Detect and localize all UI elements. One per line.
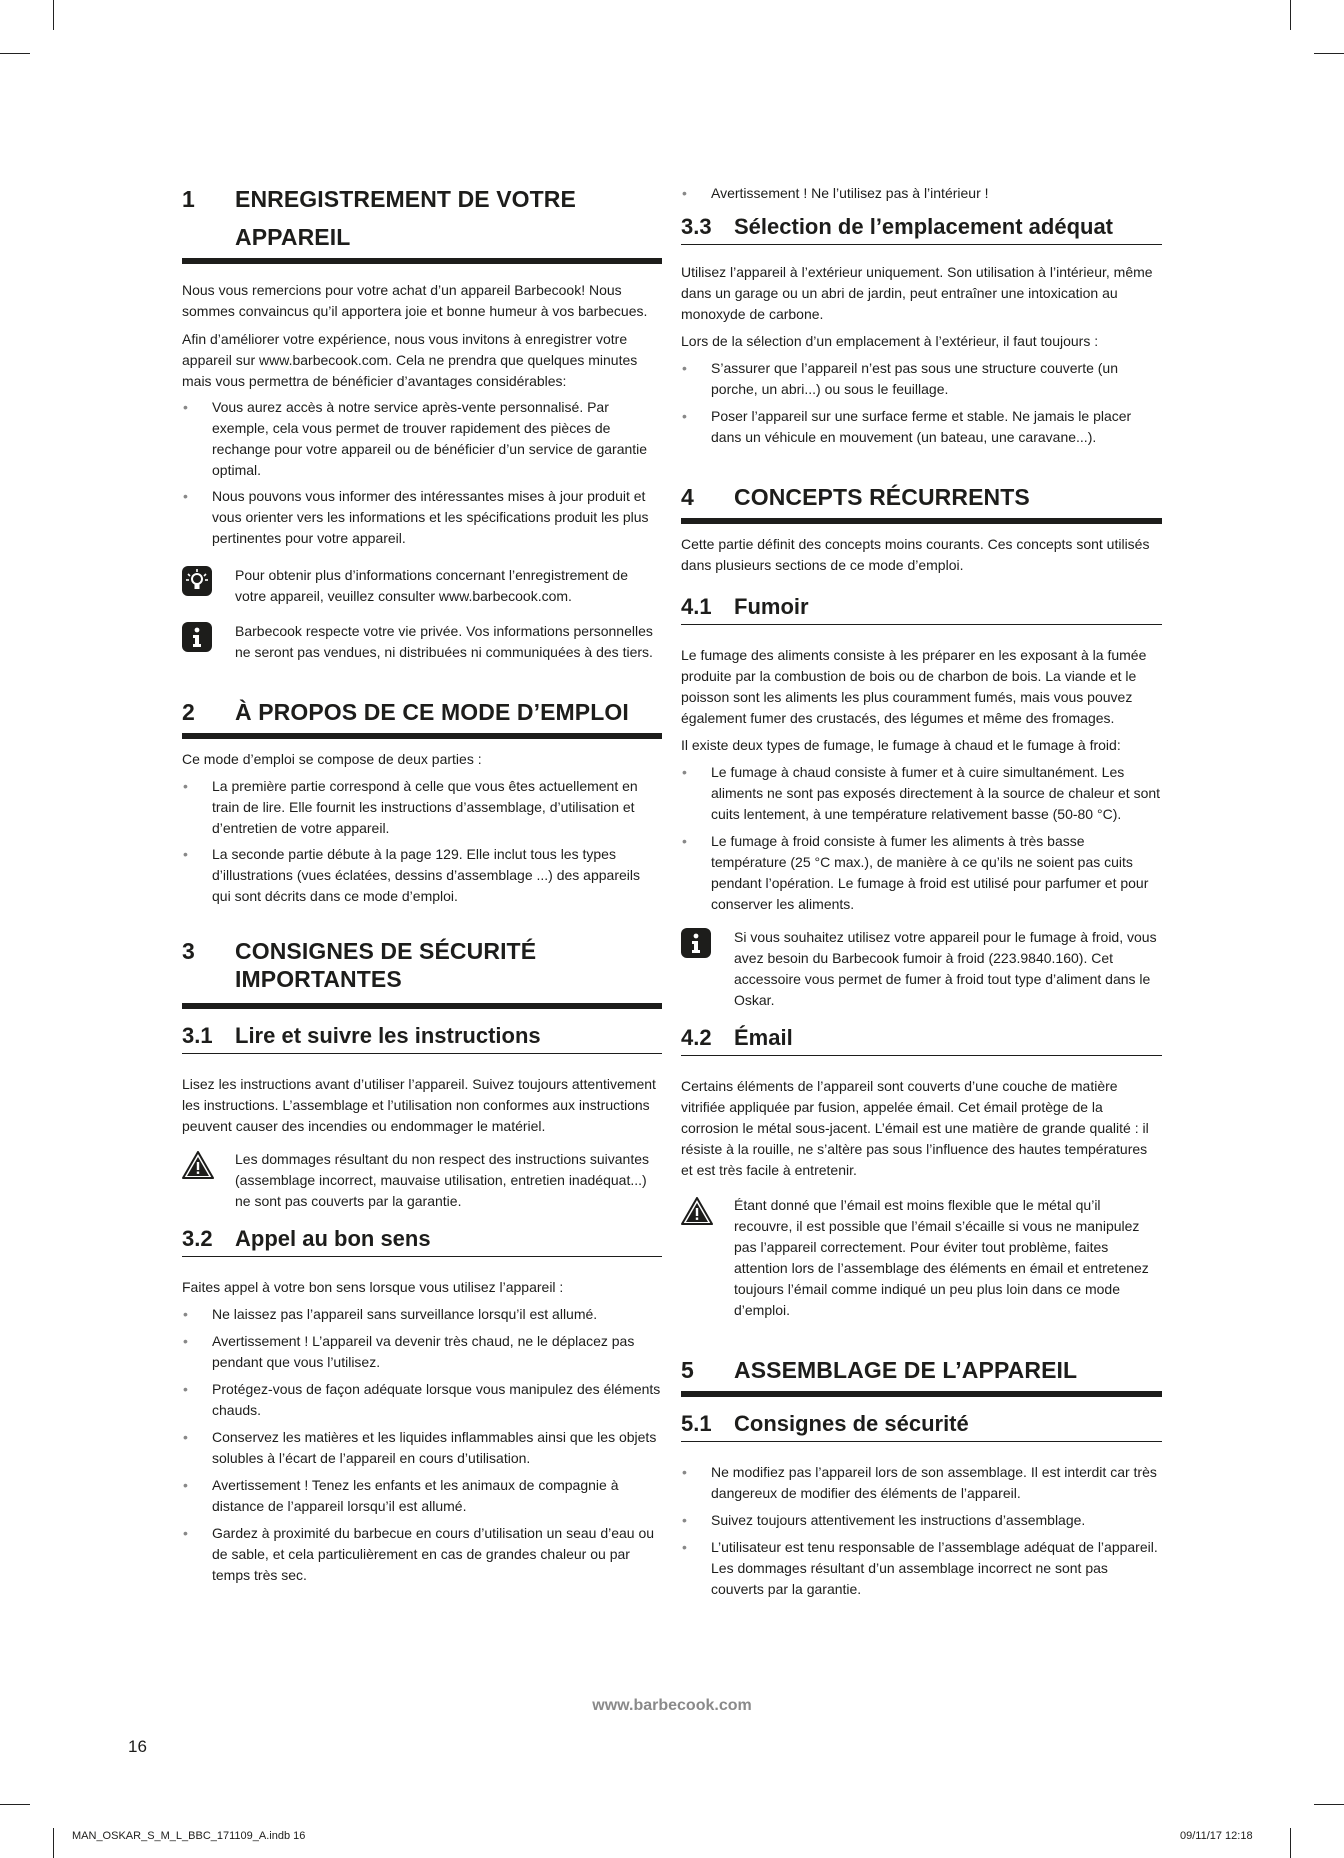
list-item: • Ne modifiez pas l’appareil lors de son assemblage. Il est interdit car très dangereux de modifier des éléments de l’appareil. (682, 1464, 1157, 1501)
paragraph: Cette partie définit des concepts moins courants. Ces concepts sont utilisés dans plusieurs sections de ce mode d’emploi. (681, 536, 1150, 573)
list-item: • La première partie correspond à celle que vous êtes actuellement en train de lire. Elle fournit les instructions d’assemblage, d’utilisation et d’entretien de votre appareil. (183, 778, 638, 836)
heading-rule (182, 1003, 662, 1009)
list-item: • Poser l’appareil sur une surface ferme et stable. Ne jamais le placer dans un véhicule en mouvement (un bateau, une caravane...). (682, 408, 1132, 445)
paragraph: Le fumage des aliments consiste à les préparer en les exposant à la fumée produite par la combustion de bois ou de charbon de bois. La viande et le poisson sont les aliments les plus couramment fumés, mais vous pouvez également fumer des crustacés, des légumes et même des fromages. (681, 647, 1147, 726)
lightbulb-icon (182, 566, 212, 596)
list-item: • Ne laissez pas l’appareil sans surveillance lorsqu’il est allumé. (183, 1306, 598, 1322)
crop-mark (1314, 53, 1344, 54)
section-4-heading: 4 CONCEPTS RÉCURRENTS (681, 484, 1030, 510)
heading-rule (182, 733, 662, 739)
info-icon (182, 622, 212, 652)
list-item: • Le fumage à froid consiste à fumer les aliments à très basse température (25 °C max.), de manière à ce qu’ils ne soient pas cuits pendant l’opération. Le fumage à froid est utilisé pour parfumer et pour conserver les aliments. (682, 833, 1149, 912)
right-column (681, 183, 1162, 1600)
paragraph: Il existe deux types de fumage, le fumage à chaud et le fumage à froid: (681, 737, 1121, 753)
list-item: • L’utilisateur est tenu responsable de l’assemblage adéquat de l’appareil. Les dommages résultant d’un assemblage incorrect ne sont pas couverts par la garantie. (682, 1539, 1158, 1597)
crop-mark (53, 1828, 54, 1858)
section-4-2-heading: 4.2 Émail (681, 1023, 1162, 1056)
list-item: • Conservez les matières et les liquides inflammables ainsi que les objets solubles à l’écart de l’appareil en cours d’utilisation. (183, 1429, 657, 1466)
print-slug-date: 09/11/17 12:18 (1180, 1830, 1253, 1842)
info-note: Si vous souhaitez utilisez votre appareil pour le fumage à froid, vous avez besoin du Barbecook fumoir à froid (223.9840.160). Cet accessoire vous permet de fumer à froid tout type d’aliment dans le Oskar. (681, 927, 1162, 1011)
section-5-heading: 5 ASSEMBLAGE DE L’APPAREIL (681, 1357, 1078, 1383)
warning-note: Étant donné que l’émail est moins flexible que le métal qu’il recouvre, il est possible que l’émail s’écaille si vous ne manipulez pas l’appareil correctement. Pour éviter tout problème, faites attention lors de l’assemblage des éléments en émail et entretenez toujours l’émail comme indiqué un peu plus loin dans ce mode d’emploi. (681, 1195, 1162, 1321)
paragraph: Afin d’améliorer votre expérience, nous vous invitons à enregistrer votre appareil sur www.barbecook.com. Cela ne prendra que quelques minutes mais vous permettra de bénéficier d’avantages considérables: (182, 331, 638, 389)
heading-rule (182, 258, 662, 264)
list-item: • La seconde partie débute à la page 129. Elle inclut tous les types d’illustrations (vues éclatées, dessins d’assemblage ...) des appareils qui sont décrits dans ce mode d’emploi. (183, 846, 640, 904)
crop-mark (0, 1804, 30, 1805)
crop-mark (0, 53, 30, 54)
crop-mark (1290, 1828, 1291, 1858)
section-3-2-heading: 3.2 Appel au bon sens (182, 1224, 662, 1257)
paragraph: Ce mode d’emploi se compose de deux parties : (182, 751, 482, 767)
footer-url: www.barbecook.com (592, 1697, 752, 1714)
paragraph: Faites appel à votre bon sens lorsque vous utilisez l’appareil : (182, 1279, 564, 1295)
section-2-heading: 2 À PROPOS DE CE MODE D’EMPLOI (182, 699, 629, 725)
page-number: 16 (128, 1737, 147, 1756)
section-3-3-heading: 3.3 Sélection de l’emplacement adéquat (681, 212, 1162, 245)
section-1-heading: 1 ENREGISTREMENT DE VOTRE APPAREIL (182, 186, 576, 250)
warning-note: Les dommages résultant du non respect des instructions suivantes (assemblage incorrect, mauvaise utilisation, entretien inadéquat...) ne sont pas couverts par la garantie. (182, 1149, 662, 1212)
list-item: • S’assurer que l’appareil n’est pas sous une structure couverte (un porche, un abri...) ou sous le feuillage. (682, 360, 1118, 397)
tip-note: Pour obtenir plus d’informations concernant l’enregistrement de votre appareil, veuillez consulter www.barbecook.com. (182, 565, 662, 607)
crop-mark (1290, 0, 1291, 30)
left-column (182, 180, 662, 1586)
section-4-1-heading: 4.1 Fumoir (681, 592, 1162, 625)
print-slug-file: MAN_OSKAR_S_M_L_BBC_171109_A.indb 16 (72, 1830, 306, 1842)
crop-mark (53, 0, 54, 30)
list-item: • Le fumage à chaud consiste à fumer et à cuire simultanément. Les aliments ne sont pas exposés directement à la source de chaleur et sont cuits lentement, à une température relativement basse (50-80 °C). (682, 764, 1161, 822)
paragraph: Certains éléments de l’appareil sont couverts d’une couche de matière vitrifiée appliquée par fusion, appelée émail. Cet émail protège de la corrosion le métal sous-jacent. L’émail est une matière de grande qualité : il résiste à la rouille, ne s’altère pas sous l’influence des hautes températures et est très facile à entretenir. (681, 1078, 1149, 1178)
section-3-heading: 3 CONSIGNES DE SÉCURITÉ IMPORTANTES (182, 938, 537, 992)
paragraph: Lisez les instructions avant d’utiliser l’appareil. Suivez toujours attentivement les instructions. L’assemblage et l’utilisation non conformes aux instructions peuvent causer des incendies ou endommager le matériel. (182, 1076, 656, 1134)
section-5-1-heading: 5.1 Consignes de sécurité (681, 1409, 1162, 1442)
paragraph: Lors de la sélection d’un emplacement à l’extérieur, il faut toujours : (681, 333, 1099, 349)
heading-rule (681, 1391, 1162, 1397)
warning-icon (681, 1197, 713, 1231)
section-3-1-heading: 3.1 Lire et suivre les instructions (182, 1021, 662, 1054)
list-item: • Gardez à proximité du barbecue en cours d’utilisation un seau d’eau ou de sable, et cela particulièrement en cas de grandes chaleur ou par temps très sec. (183, 1525, 655, 1583)
paragraph: Utilisez l’appareil à l’extérieur uniquement. Son utilisation à l’intérieur, même dans un garage ou un abri de jardin, peut entraîner une intoxication au monoxyde de carbone. (681, 264, 1153, 322)
info-note: Barbecook respecte votre vie privée. Vos informations personnelles ne seront pas vendues, ni distribuées ni communiquées à des tiers. (182, 621, 662, 663)
info-icon (681, 928, 711, 958)
list-item: • Avertissement ! Ne l’utilisez pas à l’intérieur ! (682, 185, 989, 201)
list-item: • Avertissement ! Tenez les enfants et les animaux de compagnie à distance de l’appareil lorsqu’il est allumé. (183, 1477, 619, 1514)
list-item: • Nous pouvons vous informer des intéressantes mises à jour produit et vous orienter vers les informations et les spécifications produit les plus pertinentes pour votre appareil. (183, 488, 649, 546)
list-item: • Vous aurez accès à notre service après-vente personnalisé. Par exemple, cela vous permet de trouver rapidement des pièces de rechange pour votre appareil ou de bénéficier d’un service de garantie optimal. (183, 399, 648, 478)
paragraph: Nous vous remercions pour votre achat d’un appareil Barbecook! Nous sommes convaincus qu’il apportera joie et bonne humeur à vos barbecues. (182, 282, 648, 319)
list-item: • Suivez toujours attentivement les instructions d’assemblage. (682, 1512, 1086, 1528)
list-item: • Avertissement ! L’appareil va devenir très chaud, ne le déplacez pas pendant que vous l’utilisez. (183, 1333, 635, 1370)
crop-mark (1314, 1804, 1344, 1805)
list-item: • Protégez-vous de façon adéquate lorsque vous manipulez des éléments chauds. (183, 1381, 661, 1418)
heading-rule (681, 518, 1162, 524)
warning-icon (182, 1151, 214, 1185)
